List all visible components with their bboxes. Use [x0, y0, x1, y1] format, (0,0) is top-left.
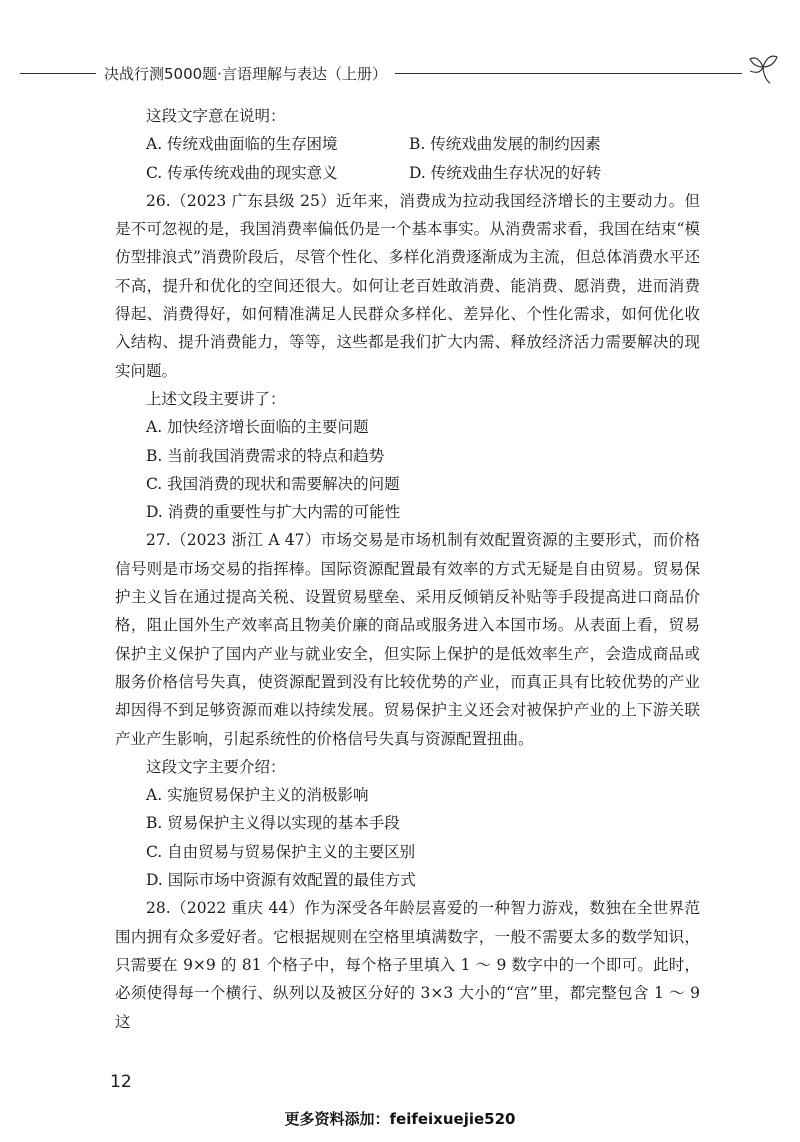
page-number: 12 [110, 1072, 132, 1092]
question-28-text: 28.（2022 重庆 44）作为深受各年龄层喜爱的一种智力游戏，数独在全世界范围内拥有众多爱好者。它根据规则在空格里填满数字，一般不需要太多的数学知识，只需要在 9×9 的 81 个格子中，每个格子里填入 1 ～ 9 数字中的一个即可。此时，必须使得每一个横行、纵列以及被区分好的 3×3 大小的“宫”里，都完整包含 1 ～ 9 这 [115, 899, 700, 1031]
question-27-text: 27.（2023 浙江 A 47）市场交易是市场机制有效配置资源的主要形式，而价格信号则是市场交易的指挥棒。国际资源配置最有效率的方式无疑是自由贸易。贸易保护主义旨在通过提高关税、设置贸易壁垒、采用反倾销反补贴等手段提高进口商品价格，阻止国外生产效率高且物美价廉的商品或服务进入本国市场。从表面上看，贸易保护主义保护了国内产业与就业安全，但实际上保护的是低效率生产，会造成商品或服务价格信号失真，使资源配置到没有比较优势的产业，而真正具有比较优势的产业却因得不到足够资源而难以持续发展。贸易保护主义还会对被保护产业的上下游关联产业产生影响，引起系统性的价格信号失真与资源配置扭曲。 [115, 531, 700, 748]
question-26-prompt: 上述文段主要讲了： [146, 389, 286, 408]
page-content [115, 102, 700, 1036]
header-title: 决战行测5000题·言语理解与表达（上册） [104, 64, 387, 83]
footer-note: 更多资料添加：feifeixuejie520 [284, 1110, 516, 1128]
option-a: A. 传统戏曲面临的生存困境 [146, 135, 338, 154]
option-b: B. 传统戏曲发展的制约因素 [409, 135, 601, 154]
option-c: C. 传承传统戏曲的现实意义 [146, 163, 338, 182]
option-c: C. 自由贸易与贸易保护主义的主要区别 [146, 842, 416, 861]
option-a: A. 实施贸易保护主义的消极影响 [146, 786, 369, 805]
option-d: D. 传统戏曲生存状况的好转 [409, 163, 602, 182]
sprout-icon [746, 45, 780, 85]
option-row [115, 159, 700, 187]
option-d: D. 消费的重要性与扩大内需的可能性 [146, 503, 401, 522]
option-d: D. 国际市场中资源有效配置的最佳方式 [146, 871, 416, 890]
option-a: A. 加快经济增长面临的主要问题 [146, 418, 369, 437]
question-27-prompt: 这段文字主要介绍： [146, 757, 286, 776]
header-rule-right [395, 73, 742, 74]
header-rule-left [20, 73, 96, 74]
option-row [115, 130, 700, 158]
option-c: C. 我国消费的现状和需要解决的问题 [146, 474, 400, 493]
option-b: B. 贸易保护主义得以实现的基本手段 [146, 814, 400, 833]
option-b: B. 当前我国消费需求的特点和趋势 [146, 446, 385, 465]
question-26-text: 26.（2023 广东县级 25）近年来，消费成为拉动我国经济增长的主要动力。但是不可忽视的是，我国消费率偏低仍是一个基本事实。从消费需求看，我国在结束“模仿型排浪式”消费阶段后，尽管个性化、多样化消费逐渐成为主流，但总体消费水平还不高，提升和优化的空间还很大。如何让老百姓敢消费、能消费、愿消费，进而消费得起、消费得好，如何精准满足人民群众多样化、差异化、个性化需求，如何优化收入结构、提升消费能力，等等，这些都是我们扩大内需、释放经济活力需要解决的现实问题。 [115, 191, 700, 380]
question-prompt: 这段文字意在说明： [146, 107, 286, 125]
running-header [20, 60, 780, 86]
